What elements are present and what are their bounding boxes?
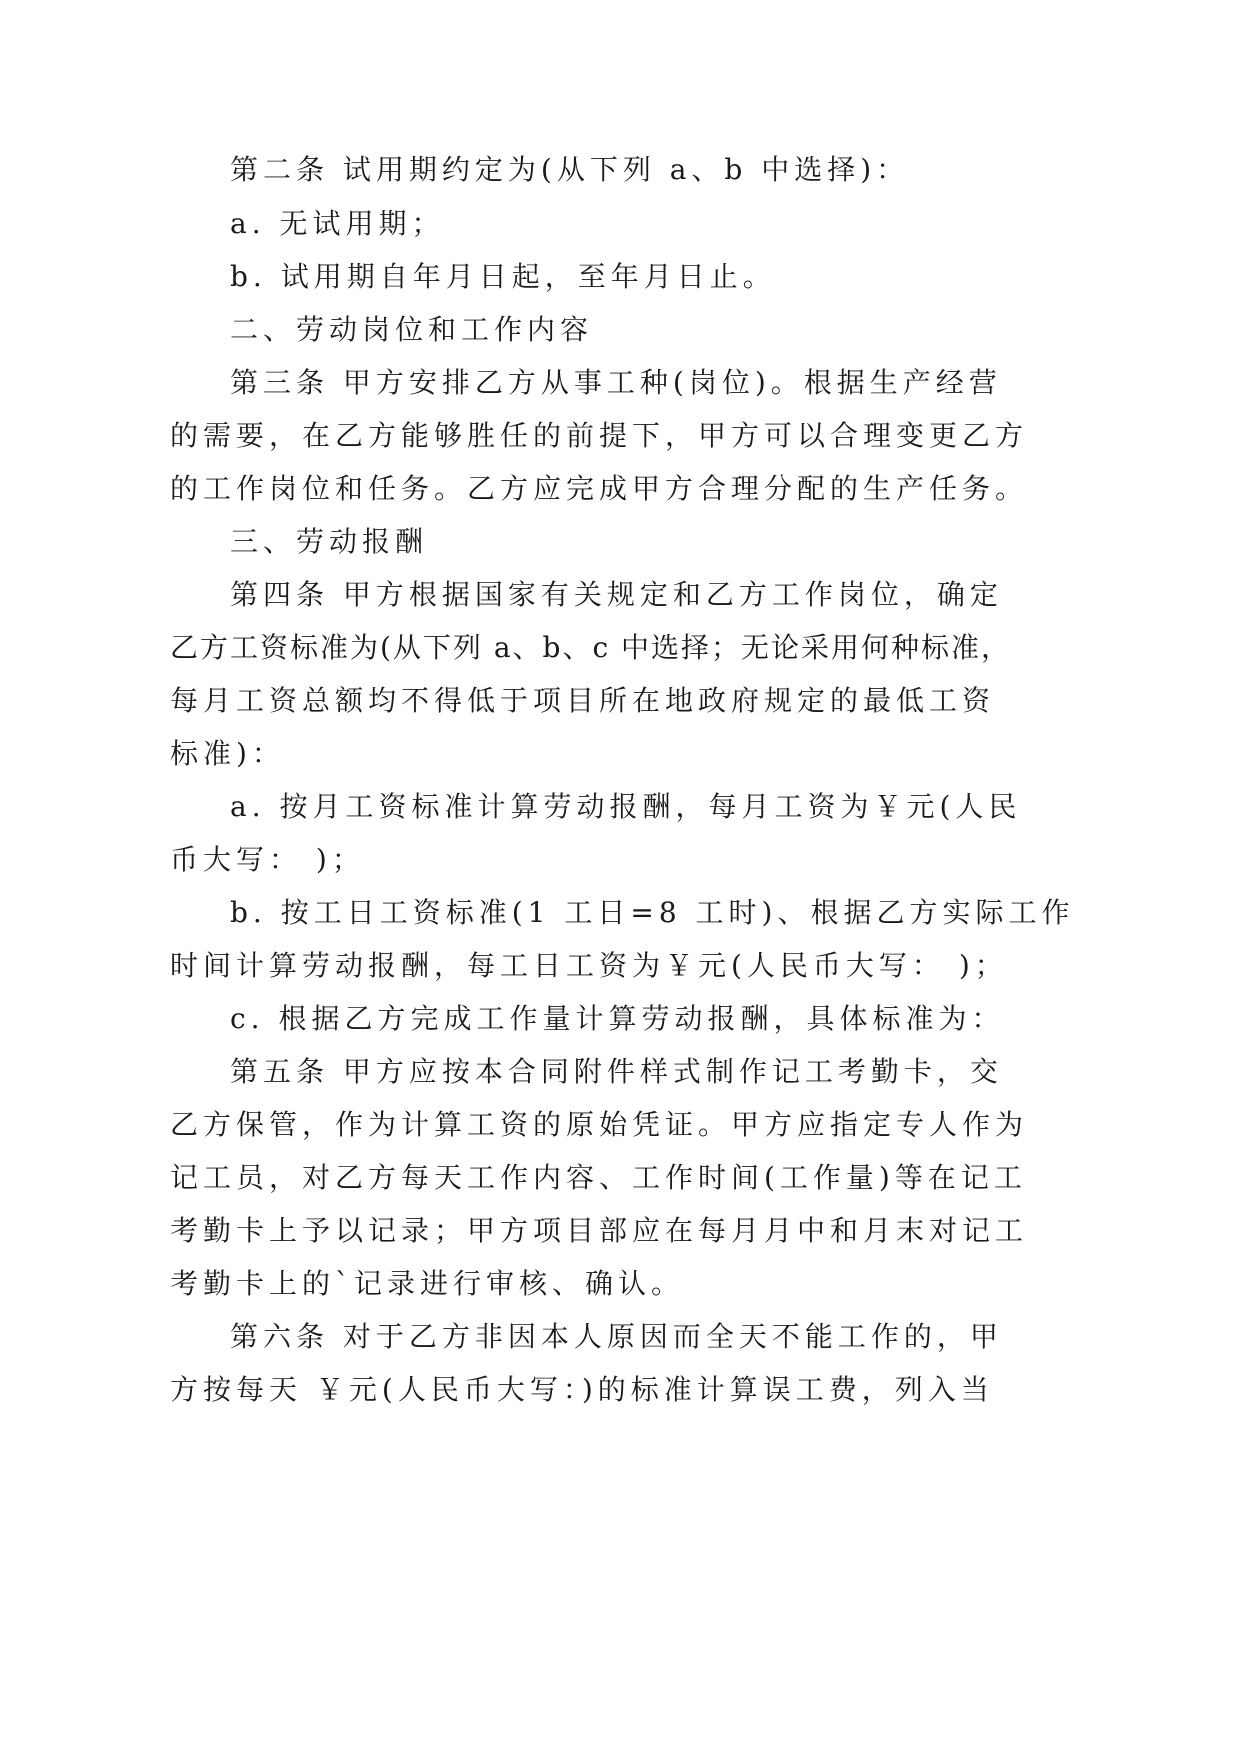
article-5-line: 乙方保管，作为计算工资的原始凭证。甲方应指定专人作为 xyxy=(170,1108,1029,1141)
option-b-line: b. 试用期自年月日起，至年月日止。 xyxy=(230,260,776,293)
wage-option-a-line: 币大写： )； xyxy=(170,843,365,876)
article-4-line: 标准)： xyxy=(170,737,285,770)
section-3-heading: 三、劳动报酬 xyxy=(230,525,429,558)
article-3-line: 的工作岗位和任务。乙方应完成甲方合理分配的生产任务。 xyxy=(170,472,1029,505)
article-5-line: 记工员，对乙方每天工作内容、工作时间(工作量)等在记工 xyxy=(170,1161,1027,1194)
section-2-heading: 二、劳动岗位和工作内容 xyxy=(230,313,594,346)
article-6-line: 第六条 对于乙方非因本人原因而全天不能工作的，甲 xyxy=(230,1320,1003,1353)
article-4-line: 第四条 甲方根据国家有关规定和乙方工作岗位，确定 xyxy=(230,578,1003,611)
article-4-line: 乙方工资标准为(从下列 a、b、c 中选择；无论采用何种标准， xyxy=(170,631,1012,664)
option-a-line: a. 无试用期； xyxy=(230,207,445,240)
article-5-line: 考勤卡上予以记录；甲方项目部应在每月月中和月末对记工 xyxy=(170,1214,1029,1247)
article-6-line: 方按每天 ￥元(人民币大写：)的标准计算误工费，列入当 xyxy=(170,1373,994,1406)
article-4-line: 每月工资总额均不得低于项目所在地政府规定的最低工资 xyxy=(170,684,996,717)
article-3-line: 第三条 甲方安排乙方从事工种(岗位)。根据生产经营 xyxy=(230,366,1002,399)
wage-option-b-line: 时间计算劳动报酬，每工日工资为￥元(人民币大写： )； xyxy=(170,949,1008,982)
wage-option-b-line: b. 按工日工资标准(1 工日=8 工时)、根据乙方实际工作 xyxy=(230,896,1075,929)
wage-option-c-line: c. 根据乙方完成工作量计算劳动报酬，具体标准为： xyxy=(230,1002,1005,1035)
article-5-line: 第五条 甲方应按本合同附件样式制作记工考勤卡，交 xyxy=(230,1055,1003,1088)
wage-option-a-line: a. 按月工资标准计算劳动报酬，每月工资为￥元(人民 xyxy=(230,790,1022,823)
article-3-line: 的需要，在乙方能够胜任的前提下，甲方可以合理变更乙方 xyxy=(170,419,1029,452)
article-2-heading: 第二条 试用期约定为(从下列 a、b 中选择)： xyxy=(230,153,910,186)
article-5-line: 考勤卡上的`记录进行审核、确认。 xyxy=(170,1267,685,1300)
